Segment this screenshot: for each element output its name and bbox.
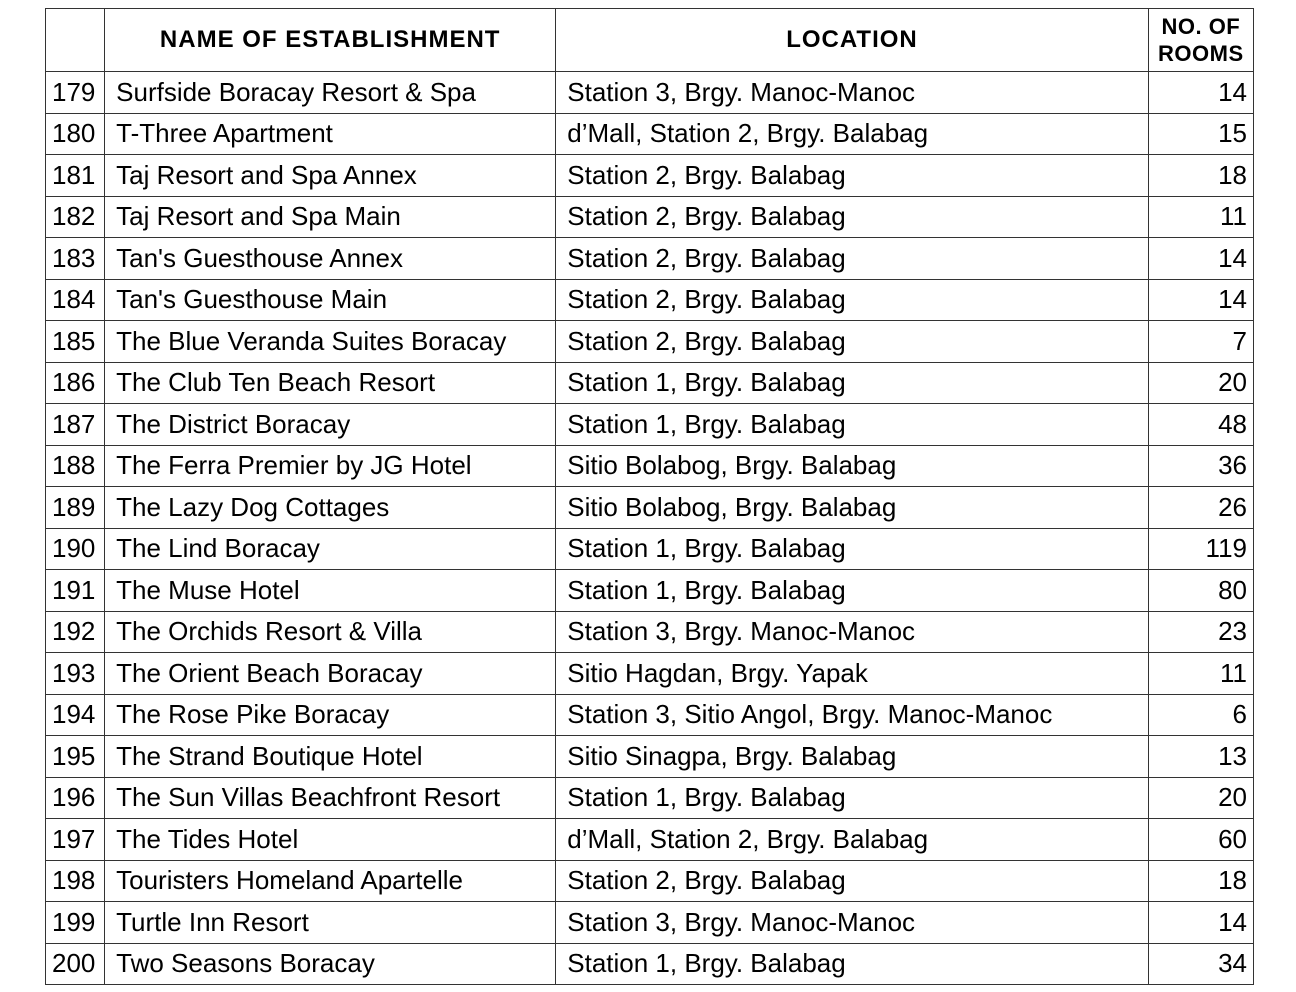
table-row <box>46 238 1254 280</box>
row-number: 184 <box>46 279 105 321</box>
header-number <box>46 9 105 72</box>
table-body <box>46 72 1254 985</box>
row-number: 194 <box>46 694 105 736</box>
establishment-location: Station 2, Brgy. Balabag <box>556 321 1148 363</box>
row-number: 180 <box>46 113 105 155</box>
room-count: 14 <box>1148 238 1253 280</box>
row-number: 192 <box>46 611 105 653</box>
header-name: NAME OF ESTABLISHMENT <box>105 9 556 72</box>
establishment-location: Sitio Bolabog, Brgy. Balabag <box>556 445 1148 487</box>
establishment-name: Tan's Guesthouse Main <box>105 279 556 321</box>
room-count: 23 <box>1148 611 1253 653</box>
establishment-location: Sitio Bolabog, Brgy. Balabag <box>556 487 1148 529</box>
establishment-location: d’Mall, Station 2, Brgy. Balabag <box>556 819 1148 861</box>
room-count: 15 <box>1148 113 1253 155</box>
room-count: 14 <box>1148 279 1253 321</box>
establishment-name: Tan's Guesthouse Annex <box>105 238 556 280</box>
establishment-name: The Tides Hotel <box>105 819 556 861</box>
row-number: 200 <box>46 943 105 985</box>
header-location: LOCATION <box>556 9 1148 72</box>
establishment-name: The Ferra Premier by JG Hotel <box>105 445 556 487</box>
table-row <box>46 113 1254 155</box>
establishment-location: Station 2, Brgy. Balabag <box>556 196 1148 238</box>
establishment-location: Station 3, Brgy. Manoc-Manoc <box>556 611 1148 653</box>
establishment-location: Station 3, Brgy. Manoc-Manoc <box>556 902 1148 944</box>
row-number: 197 <box>46 819 105 861</box>
room-count: 18 <box>1148 155 1253 197</box>
header-rooms <box>1148 9 1253 72</box>
row-number: 187 <box>46 404 105 446</box>
table-row <box>46 611 1254 653</box>
establishment-name: The Sun Villas Beachfront Resort <box>105 777 556 819</box>
room-count: 14 <box>1148 72 1253 114</box>
room-count: 20 <box>1148 777 1253 819</box>
establishment-location: Sitio Hagdan, Brgy. Yapak <box>556 653 1148 695</box>
row-number: 179 <box>46 72 105 114</box>
row-number: 199 <box>46 902 105 944</box>
establishment-location: Station 2, Brgy. Balabag <box>556 238 1148 280</box>
row-number: 190 <box>46 528 105 570</box>
table-row <box>46 279 1254 321</box>
establishment-name: The Rose Pike Boracay <box>105 694 556 736</box>
establishment-name: The Blue Veranda Suites Boracay <box>105 321 556 363</box>
table-row <box>46 860 1254 902</box>
establishment-name: The Muse Hotel <box>105 570 556 612</box>
establishment-name: Turtle Inn Resort <box>105 902 556 944</box>
table-row <box>46 902 1254 944</box>
table-row <box>46 487 1254 529</box>
establishment-location: Sitio Sinagpa, Brgy. Balabag <box>556 736 1148 778</box>
table-row <box>46 155 1254 197</box>
room-count: 14 <box>1148 902 1253 944</box>
establishment-location: Station 1, Brgy. Balabag <box>556 777 1148 819</box>
room-count: 60 <box>1148 819 1253 861</box>
row-number: 181 <box>46 155 105 197</box>
room-count: 11 <box>1148 653 1253 695</box>
header-row <box>46 9 1254 72</box>
table-row <box>46 570 1254 612</box>
room-count: 18 <box>1148 860 1253 902</box>
establishment-name: The Lind Boracay <box>105 528 556 570</box>
establishment-name: Touristers Homeland Apartelle <box>105 860 556 902</box>
row-number: 193 <box>46 653 105 695</box>
header-rooms-line1: NO. OF <box>1161 14 1241 39</box>
room-count: 13 <box>1148 736 1253 778</box>
table-row <box>46 445 1254 487</box>
establishment-name: The Lazy Dog Cottages <box>105 487 556 529</box>
establishment-name: Surfside Boracay Resort & Spa <box>105 72 556 114</box>
establishment-name: The Club Ten Beach Resort <box>105 362 556 404</box>
table-row <box>46 196 1254 238</box>
establishment-name: The Strand Boutique Hotel <box>105 736 556 778</box>
room-count: 7 <box>1148 321 1253 363</box>
row-number: 189 <box>46 487 105 529</box>
establishment-location: Station 2, Brgy. Balabag <box>556 155 1148 197</box>
room-count: 80 <box>1148 570 1253 612</box>
establishment-location: Station 1, Brgy. Balabag <box>556 528 1148 570</box>
header-rooms-line2: ROOMS <box>1158 41 1244 66</box>
table-row <box>46 321 1254 363</box>
establishment-location: Station 2, Brgy. Balabag <box>556 860 1148 902</box>
establishment-location: Station 1, Brgy. Balabag <box>556 943 1148 985</box>
row-number: 195 <box>46 736 105 778</box>
establishment-name: The District Boracay <box>105 404 556 446</box>
table-row <box>46 943 1254 985</box>
table-row <box>46 72 1254 114</box>
room-count: 119 <box>1148 528 1253 570</box>
room-count: 11 <box>1148 196 1253 238</box>
room-count: 36 <box>1148 445 1253 487</box>
table-row <box>46 736 1254 778</box>
table-row <box>46 777 1254 819</box>
establishment-name: Taj Resort and Spa Main <box>105 196 556 238</box>
establishment-location: Station 1, Brgy. Balabag <box>556 362 1148 404</box>
row-number: 188 <box>46 445 105 487</box>
row-number: 196 <box>46 777 105 819</box>
establishment-location: Station 3, Brgy. Manoc-Manoc <box>556 72 1148 114</box>
establishment-name: The Orchids Resort & Villa <box>105 611 556 653</box>
room-count: 6 <box>1148 694 1253 736</box>
establishment-name: Taj Resort and Spa Annex <box>105 155 556 197</box>
establishment-location: Station 3, Sitio Angol, Brgy. Manoc-Manoc <box>556 694 1148 736</box>
table-row <box>46 362 1254 404</box>
row-number: 185 <box>46 321 105 363</box>
table-row <box>46 694 1254 736</box>
establishment-name: Two Seasons Boracay <box>105 943 556 985</box>
row-number: 183 <box>46 238 105 280</box>
room-count: 26 <box>1148 487 1253 529</box>
establishment-name: The Orient Beach Boracay <box>105 653 556 695</box>
row-number: 198 <box>46 860 105 902</box>
establishment-location: Station 2, Brgy. Balabag <box>556 279 1148 321</box>
establishments-table <box>45 8 1254 985</box>
establishment-location: d’Mall, Station 2, Brgy. Balabag <box>556 113 1148 155</box>
row-number: 182 <box>46 196 105 238</box>
row-number: 191 <box>46 570 105 612</box>
table-row <box>46 404 1254 446</box>
row-number: 186 <box>46 362 105 404</box>
establishment-name: T-Three Apartment <box>105 113 556 155</box>
room-count: 48 <box>1148 404 1253 446</box>
establishment-location: Station 1, Brgy. Balabag <box>556 404 1148 446</box>
room-count: 34 <box>1148 943 1253 985</box>
establishment-location: Station 1, Brgy. Balabag <box>556 570 1148 612</box>
table-row <box>46 653 1254 695</box>
table-row <box>46 819 1254 861</box>
table-row <box>46 528 1254 570</box>
room-count: 20 <box>1148 362 1253 404</box>
